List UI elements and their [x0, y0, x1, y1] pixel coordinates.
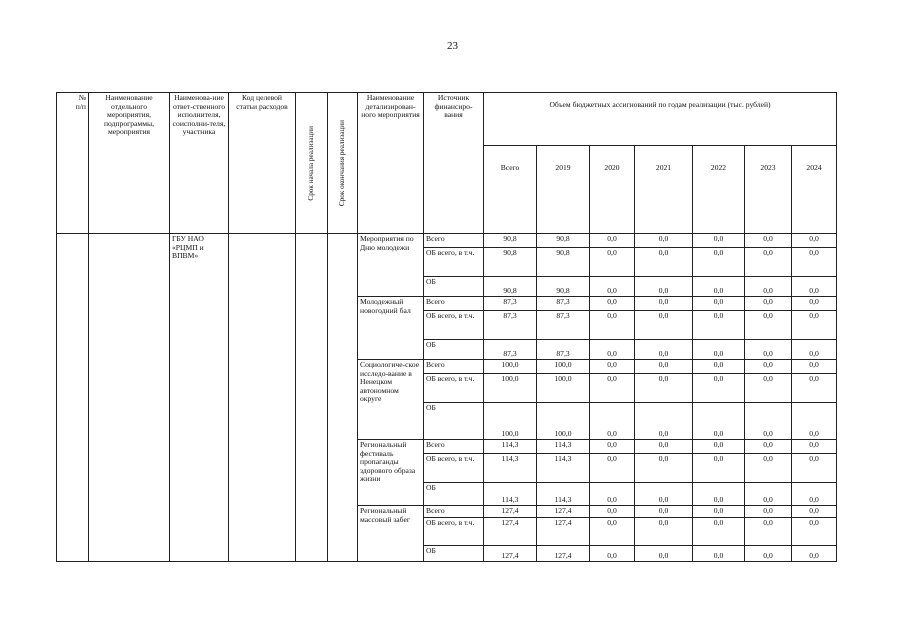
- value-cell: 0,0: [792, 297, 837, 311]
- value-cell: 0,0: [693, 546, 745, 562]
- value-cell: 114,3: [537, 483, 590, 506]
- header-start: [296, 93, 328, 234]
- value-cell: 0,0: [590, 403, 635, 440]
- value-cell: 0,0: [693, 374, 745, 403]
- value-cell: 0,0: [635, 311, 693, 340]
- value-cell: 0,0: [635, 297, 693, 311]
- source-cell: Всего: [424, 506, 484, 518]
- value-cell: 0,0: [635, 483, 693, 506]
- value-cell: 0,0: [590, 518, 635, 546]
- value-cell: 0,0: [745, 311, 792, 340]
- value-cell: 127,4: [484, 518, 537, 546]
- value-cell: 0,0: [745, 506, 792, 518]
- value-cell: 0,0: [635, 374, 693, 403]
- value-cell: 0,0: [590, 374, 635, 403]
- value-cell: 114,3: [484, 440, 537, 454]
- source-cell: Всего: [424, 234, 484, 248]
- event-name: Молодежный новогодний бал: [358, 297, 424, 360]
- value-cell: 0,0: [792, 440, 837, 454]
- event-name: Социологиче-ское исследо-вание в Ненецком автономном округе: [358, 360, 424, 440]
- value-cell: 90,8: [484, 277, 537, 297]
- value-cell: 114,3: [484, 454, 537, 483]
- value-cell: 127,4: [484, 506, 537, 518]
- value-cell: 0,0: [792, 518, 837, 546]
- value-cell: 0,0: [590, 248, 635, 277]
- value-cell: 0,0: [745, 403, 792, 440]
- value-cell: 0,0: [792, 546, 837, 562]
- value-cell: 0,0: [693, 311, 745, 340]
- source-cell: Всего: [424, 360, 484, 374]
- value-cell: 100,0: [484, 374, 537, 403]
- value-cell: 114,3: [537, 454, 590, 483]
- value-cell: 0,0: [693, 277, 745, 297]
- value-cell: 0,0: [745, 518, 792, 546]
- value-cell: 0,0: [635, 248, 693, 277]
- value-cell: 0,0: [635, 403, 693, 440]
- executor-cell: ГБУ НАО «РЦМП и ВПВМ»: [170, 234, 229, 562]
- event-name: Региональный фестиваль пропаганды здорового образа жизни: [358, 440, 424, 506]
- value-cell: 114,3: [537, 440, 590, 454]
- value-cell: 114,3: [484, 483, 537, 506]
- value-cell: 0,0: [635, 506, 693, 518]
- value-cell: 0,0: [745, 234, 792, 248]
- value-cell: 0,0: [635, 546, 693, 562]
- event-name: Региональный массовый забег: [358, 506, 424, 562]
- value-cell: 0,0: [792, 311, 837, 340]
- value-cell: 127,4: [537, 506, 590, 518]
- value-cell: 127,4: [484, 546, 537, 562]
- value-cell: 0,0: [590, 483, 635, 506]
- value-cell: 90,8: [484, 234, 537, 248]
- value-cell: 0,0: [693, 340, 745, 360]
- value-cell: 0,0: [693, 454, 745, 483]
- value-cell: 87,3: [537, 311, 590, 340]
- source-cell: ОБ: [424, 403, 484, 440]
- value-cell: 100,0: [484, 403, 537, 440]
- value-cell: 90,8: [537, 277, 590, 297]
- event-name: Мероприятия по Дню молодежи: [358, 234, 424, 297]
- source-cell: Всего: [424, 297, 484, 311]
- measure-cell: [89, 234, 170, 562]
- end-cell: [328, 234, 358, 562]
- value-cell: 0,0: [693, 297, 745, 311]
- value-cell: 0,0: [792, 483, 837, 506]
- value-cell: 87,3: [484, 340, 537, 360]
- header-year: 2024: [792, 146, 837, 234]
- value-cell: 87,3: [537, 340, 590, 360]
- value-cell: 0,0: [590, 297, 635, 311]
- value-cell: 0,0: [745, 483, 792, 506]
- header-end-text: Срок окончания реализации: [338, 119, 347, 207]
- value-cell: 0,0: [590, 340, 635, 360]
- value-cell: 0,0: [590, 277, 635, 297]
- header-year: 2020: [590, 146, 635, 234]
- value-cell: 0,0: [590, 360, 635, 374]
- source-cell: ОБ всего, в т.ч.: [424, 248, 484, 277]
- value-cell: 0,0: [745, 374, 792, 403]
- source-cell: ОБ: [424, 483, 484, 506]
- header-num: № п/п: [57, 93, 89, 234]
- header-end: [328, 93, 358, 234]
- value-cell: 0,0: [590, 234, 635, 248]
- header-year: 2019: [537, 146, 590, 234]
- value-cell: 0,0: [745, 360, 792, 374]
- source-cell: ОБ всего, в т.ч.: [424, 518, 484, 546]
- value-cell: 0,0: [693, 518, 745, 546]
- value-cell: 100,0: [537, 374, 590, 403]
- value-cell: 0,0: [745, 454, 792, 483]
- value-cell: 0,0: [635, 234, 693, 248]
- budget-table: [56, 92, 837, 562]
- header-detailed: Наименование детализирован-ного мероприятия: [358, 93, 424, 234]
- value-cell: 0,0: [745, 277, 792, 297]
- value-cell: 0,0: [792, 248, 837, 277]
- header-source: Источник финансиро-вания: [424, 93, 484, 234]
- value-cell: 0,0: [693, 248, 745, 277]
- header-year: 2023: [745, 146, 792, 234]
- value-cell: 0,0: [792, 374, 837, 403]
- value-cell: 127,4: [537, 518, 590, 546]
- value-cell: 100,0: [484, 360, 537, 374]
- value-cell: 87,3: [484, 311, 537, 340]
- page-number: 23: [447, 40, 458, 52]
- source-cell: ОБ: [424, 546, 484, 562]
- value-cell: 90,8: [537, 234, 590, 248]
- value-cell: 0,0: [745, 248, 792, 277]
- value-cell: 0,0: [693, 403, 745, 440]
- value-cell: 0,0: [792, 506, 837, 518]
- source-cell: ОБ: [424, 340, 484, 360]
- value-cell: 90,8: [537, 248, 590, 277]
- value-cell: 0,0: [635, 277, 693, 297]
- value-cell: 0,0: [635, 360, 693, 374]
- source-cell: ОБ: [424, 277, 484, 297]
- value-cell: 0,0: [635, 340, 693, 360]
- num-cell: [57, 234, 89, 562]
- value-cell: 0,0: [635, 454, 693, 483]
- value-cell: 0,0: [792, 234, 837, 248]
- value-cell: 0,0: [693, 440, 745, 454]
- value-cell: 0,0: [590, 454, 635, 483]
- source-cell: ОБ всего, в т.ч.: [424, 374, 484, 403]
- value-cell: 0,0: [590, 506, 635, 518]
- code-cell: [229, 234, 296, 562]
- value-cell: 0,0: [745, 546, 792, 562]
- header-start-text: Срок начала реализации: [307, 125, 316, 201]
- table-row: [57, 234, 837, 248]
- value-cell: 0,0: [745, 440, 792, 454]
- source-cell: ОБ всего, в т.ч.: [424, 454, 484, 483]
- header-year: 2022: [693, 146, 745, 234]
- header-executor: Наименова-ние ответ-ственного исполнителя, соисполни-теля, участника: [170, 93, 229, 234]
- start-cell: [296, 234, 328, 562]
- value-cell: 90,8: [484, 248, 537, 277]
- value-cell: 0,0: [693, 234, 745, 248]
- value-cell: 0,0: [745, 297, 792, 311]
- header-year: Всего: [484, 146, 537, 234]
- value-cell: 0,0: [792, 403, 837, 440]
- value-cell: 0,0: [590, 546, 635, 562]
- header-code: Код целевой статьи расходов: [229, 93, 296, 234]
- value-cell: 0,0: [635, 518, 693, 546]
- value-cell: 0,0: [693, 506, 745, 518]
- value-cell: 0,0: [590, 311, 635, 340]
- value-cell: 0,0: [590, 440, 635, 454]
- value-cell: 100,0: [537, 403, 590, 440]
- value-cell: 0,0: [792, 340, 837, 360]
- value-cell: 0,0: [635, 440, 693, 454]
- value-cell: 87,3: [484, 297, 537, 311]
- value-cell: 87,3: [537, 297, 590, 311]
- value-cell: 100,0: [537, 360, 590, 374]
- header-volume: Объем бюджетных ассигнований по годам реализации (тыс. рублей): [484, 93, 837, 146]
- source-cell: ОБ всего, в т.ч.: [424, 311, 484, 340]
- value-cell: 127,4: [537, 546, 590, 562]
- header-year: 2021: [635, 146, 693, 234]
- value-cell: 0,0: [745, 340, 792, 360]
- header-measure-name: Наименование отдельного мероприятия, подпрограммы, мероприятия: [89, 93, 170, 234]
- value-cell: 0,0: [792, 454, 837, 483]
- value-cell: 0,0: [792, 360, 837, 374]
- value-cell: 0,0: [693, 483, 745, 506]
- source-cell: Всего: [424, 440, 484, 454]
- value-cell: 0,0: [693, 360, 745, 374]
- value-cell: 0,0: [792, 277, 837, 297]
